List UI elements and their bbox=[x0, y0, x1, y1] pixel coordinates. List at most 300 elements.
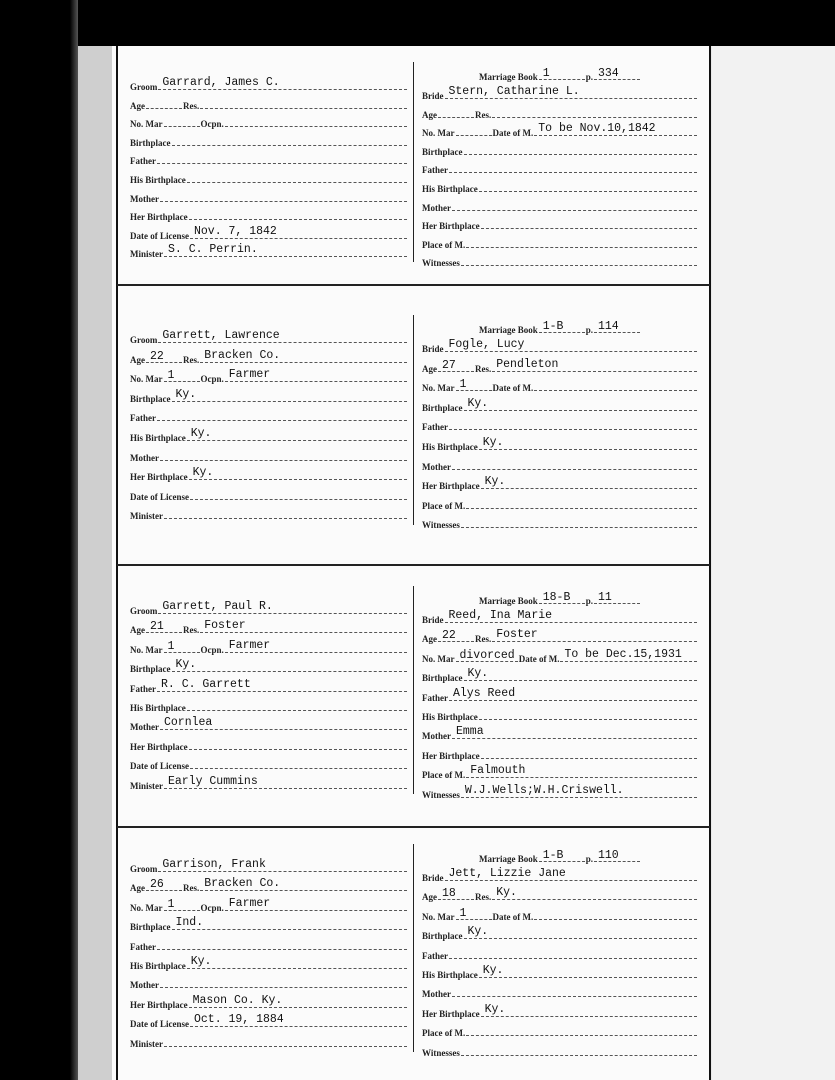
groom-age bbox=[146, 96, 182, 109]
field-label: Age bbox=[130, 355, 145, 365]
record-separator bbox=[117, 826, 710, 828]
bride-mother-birthplace: Ky. bbox=[481, 1003, 697, 1017]
form-row bbox=[422, 197, 698, 213]
column-divider bbox=[413, 844, 414, 1052]
field-label: Birthplace bbox=[422, 931, 463, 941]
field-label: Age bbox=[422, 634, 437, 644]
minister: S. C. Perrin. bbox=[164, 243, 407, 257]
groom-number-of-marriages: 1 bbox=[164, 640, 200, 653]
groom-number-of-marriages: 1 bbox=[164, 369, 200, 382]
field-label: Res. bbox=[475, 364, 492, 374]
groom-birthplace: Ky. bbox=[172, 658, 408, 672]
field-label: His Birthplace bbox=[422, 970, 478, 980]
bride-age: 27 bbox=[438, 359, 474, 372]
form-row bbox=[130, 755, 408, 771]
form-row bbox=[422, 104, 698, 120]
field-label: Place of M. bbox=[422, 501, 466, 511]
form-row bbox=[422, 234, 698, 250]
field-label: Date of License bbox=[130, 231, 189, 241]
bride-father-birthplace bbox=[479, 706, 697, 720]
bride-father-birthplace: Ky. bbox=[479, 964, 697, 978]
column-divider bbox=[413, 62, 414, 262]
column-divider bbox=[413, 315, 414, 525]
witnesses bbox=[461, 1042, 697, 1056]
record-separator bbox=[117, 564, 710, 566]
field-label: Mother bbox=[130, 722, 159, 732]
groom-mother-birthplace bbox=[189, 206, 407, 220]
field-label: No. Mar bbox=[130, 119, 163, 129]
bride-name: Reed, Ina Marie bbox=[445, 609, 698, 623]
date-of-license bbox=[190, 486, 407, 500]
bride-father-birthplace bbox=[479, 178, 697, 192]
groom-birthplace: Ind. bbox=[172, 916, 408, 930]
bride-age: 18 bbox=[438, 887, 474, 900]
field-label: p. bbox=[585, 72, 593, 82]
field-label: Date of License bbox=[130, 492, 189, 502]
marriage-book: 18-B bbox=[539, 591, 585, 604]
groom-occupation bbox=[225, 113, 407, 127]
field-label: Minister bbox=[130, 511, 163, 521]
field-label: Ocpn. bbox=[200, 645, 224, 655]
bride-mother bbox=[452, 197, 697, 211]
groom-mother-birthplace bbox=[189, 736, 407, 750]
field-label: Age bbox=[422, 110, 437, 120]
groom-father bbox=[157, 936, 407, 950]
bride-mother-birthplace: Ky. bbox=[481, 475, 697, 489]
bride-birthplace bbox=[464, 141, 698, 155]
date-of-marriage: To be Nov.10,1842 bbox=[534, 122, 697, 136]
form-row bbox=[130, 1013, 408, 1029]
field-label: Her Birthplace bbox=[422, 1009, 480, 1019]
bride-father-birthplace: Ky. bbox=[479, 436, 697, 450]
form-row bbox=[130, 95, 408, 111]
groom-occupation: Farmer bbox=[225, 368, 407, 382]
form-row bbox=[130, 658, 408, 674]
field-label: No. Mar bbox=[130, 645, 163, 655]
form-row bbox=[422, 945, 698, 961]
form-row bbox=[422, 687, 698, 703]
form-row bbox=[130, 113, 408, 129]
form-row bbox=[422, 964, 698, 980]
field-label: Groom bbox=[130, 82, 158, 92]
field-label: His Birthplace bbox=[130, 961, 186, 971]
form-row bbox=[422, 648, 698, 664]
form-row bbox=[130, 206, 408, 222]
field-label: Father bbox=[130, 942, 156, 952]
groom-birthplace bbox=[172, 132, 408, 146]
field-label: Witnesses bbox=[422, 1048, 460, 1058]
field-label: No. Mar bbox=[422, 383, 455, 393]
place-of-marriage bbox=[466, 234, 697, 248]
form-row bbox=[422, 66, 698, 82]
bride-name: Stern, Catharine L. bbox=[445, 85, 698, 99]
form-row bbox=[130, 225, 408, 241]
form-row bbox=[422, 1022, 698, 1038]
form-row bbox=[422, 925, 698, 941]
form-row bbox=[422, 338, 698, 354]
field-label: Ocpn. bbox=[200, 374, 224, 384]
field-label: Age bbox=[130, 625, 145, 635]
bride-father bbox=[449, 159, 697, 173]
field-label: Bride bbox=[422, 344, 444, 354]
groom-number-of-marriages bbox=[164, 114, 200, 127]
field-label: Father bbox=[422, 422, 448, 432]
form-row bbox=[130, 427, 408, 443]
field-label: Date of M. bbox=[518, 654, 560, 664]
place-of-marriage: Falmouth bbox=[466, 764, 697, 778]
form-row bbox=[130, 486, 408, 502]
bride-residence: Ky. bbox=[492, 886, 697, 900]
form-row bbox=[130, 329, 408, 345]
groom-name: Garrard, James C. bbox=[158, 76, 407, 90]
marriage-book: 1 bbox=[539, 67, 585, 80]
field-label: Witnesses bbox=[422, 258, 460, 268]
groom-birthplace: Ky. bbox=[172, 388, 408, 402]
form-row bbox=[422, 848, 698, 864]
bride-birthplace: Ky. bbox=[464, 667, 698, 681]
bride-father bbox=[449, 945, 697, 959]
groom-age: 21 bbox=[146, 620, 182, 633]
groom-residence: Bracken Co. bbox=[200, 877, 407, 891]
form-row bbox=[130, 243, 408, 259]
marriage-book-page: 110 bbox=[594, 849, 640, 862]
bride-name: Jett, Lizzie Jane bbox=[445, 867, 698, 881]
witnesses bbox=[461, 514, 697, 528]
field-label: Res. bbox=[475, 110, 492, 120]
form-row bbox=[422, 215, 698, 231]
field-label: Birthplace bbox=[422, 147, 463, 157]
bride-age: 22 bbox=[438, 629, 474, 642]
groom-mother-birthplace: Ky. bbox=[189, 466, 407, 480]
field-label: Father bbox=[422, 165, 448, 175]
bride-mother-birthplace bbox=[481, 745, 697, 759]
field-label: His Birthplace bbox=[130, 175, 186, 185]
scan-top-border bbox=[0, 0, 835, 46]
field-label: Mother bbox=[422, 989, 451, 999]
field-label: Marriage Book bbox=[478, 325, 538, 335]
field-label: Place of M. bbox=[422, 240, 466, 250]
marriage-book: 1-B bbox=[539, 320, 585, 333]
minister bbox=[164, 505, 407, 519]
form-row bbox=[130, 132, 408, 148]
field-label: Her Birthplace bbox=[422, 221, 480, 231]
place-of-marriage bbox=[466, 1022, 697, 1036]
field-label: Res. bbox=[183, 355, 200, 365]
date-of-marriage bbox=[534, 906, 697, 920]
field-label: Mother bbox=[422, 462, 451, 472]
bride-number-of-marriages: 1 bbox=[456, 907, 492, 920]
groom-father-birthplace bbox=[187, 697, 407, 711]
bride-father: Alys Reed bbox=[449, 687, 697, 701]
form-row bbox=[130, 368, 408, 384]
groom-name: Garrett, Lawrence bbox=[158, 329, 407, 343]
bride-birthplace: Ky. bbox=[464, 925, 698, 939]
field-label: Father bbox=[422, 951, 448, 961]
field-label: No. Mar bbox=[130, 374, 163, 384]
form-row bbox=[422, 886, 698, 902]
field-label: Birthplace bbox=[422, 673, 463, 683]
field-label: Date of License bbox=[130, 761, 189, 771]
field-label: Father bbox=[130, 684, 156, 694]
field-label: Res. bbox=[183, 883, 200, 893]
form-row bbox=[422, 178, 698, 194]
field-label: No. Mar bbox=[422, 654, 455, 664]
form-row bbox=[422, 514, 698, 530]
form-row bbox=[422, 319, 698, 335]
form-row bbox=[422, 906, 698, 922]
form-row bbox=[130, 388, 408, 404]
form-row bbox=[422, 764, 698, 780]
form-row bbox=[130, 736, 408, 752]
form-row bbox=[422, 725, 698, 741]
form-row bbox=[422, 745, 698, 761]
groom-father-birthplace bbox=[187, 169, 407, 183]
field-label: Mother bbox=[422, 731, 451, 741]
field-label: Mother bbox=[130, 453, 159, 463]
date-of-license: Oct. 19, 1884 bbox=[190, 1013, 407, 1027]
field-label: p. bbox=[585, 596, 593, 606]
field-label: Date of License bbox=[130, 1019, 189, 1029]
field-label: Marriage Book bbox=[478, 854, 538, 864]
field-label: p. bbox=[585, 325, 593, 335]
field-label: No. Mar bbox=[422, 128, 455, 138]
marriage-book-page: 11 bbox=[594, 591, 640, 604]
bride-number-of-marriages: divorced bbox=[456, 649, 518, 662]
marriage-book-page: 114 bbox=[594, 320, 640, 333]
form-row bbox=[422, 706, 698, 722]
field-label: Place of M. bbox=[422, 1028, 466, 1038]
field-label: Minister bbox=[130, 249, 163, 259]
form-row bbox=[422, 1042, 698, 1058]
bride-residence bbox=[492, 104, 697, 118]
page-left-border bbox=[116, 46, 118, 1080]
field-label: Age bbox=[130, 883, 145, 893]
date-of-marriage: To be Dec.15,1931 bbox=[560, 648, 697, 662]
groom-mother bbox=[160, 974, 407, 988]
bride-name: Fogle, Lucy bbox=[445, 338, 698, 352]
groom-residence bbox=[200, 95, 407, 109]
field-label: His Birthplace bbox=[130, 703, 186, 713]
groom-mother bbox=[160, 188, 407, 202]
field-label: No. Mar bbox=[422, 912, 455, 922]
form-row bbox=[422, 436, 698, 452]
form-row bbox=[422, 252, 698, 268]
field-label: Father bbox=[130, 156, 156, 166]
field-label: Marriage Book bbox=[478, 596, 538, 606]
form-row bbox=[130, 188, 408, 204]
field-label: Minister bbox=[130, 781, 163, 791]
field-label: Father bbox=[422, 693, 448, 703]
field-label: Father bbox=[130, 413, 156, 423]
form-row bbox=[422, 416, 698, 432]
groom-age: 26 bbox=[146, 878, 182, 891]
form-row bbox=[130, 150, 408, 166]
date-of-license bbox=[190, 755, 407, 769]
form-row bbox=[130, 716, 408, 732]
form-row bbox=[422, 475, 698, 491]
form-row bbox=[130, 169, 408, 185]
form-row bbox=[422, 628, 698, 644]
groom-name: Garrison, Frank bbox=[158, 858, 407, 872]
groom-mother: Cornlea bbox=[160, 716, 407, 730]
groom-residence: Foster bbox=[200, 619, 407, 633]
form-row bbox=[422, 983, 698, 999]
form-row bbox=[422, 456, 698, 472]
field-label: Res. bbox=[183, 101, 200, 111]
form-row bbox=[422, 141, 698, 157]
field-label: Her Birthplace bbox=[130, 1000, 188, 1010]
field-label: Res. bbox=[475, 892, 492, 902]
field-label: Birthplace bbox=[422, 403, 463, 413]
form-row bbox=[130, 619, 408, 635]
field-label: Her Birthplace bbox=[422, 751, 480, 761]
form-row bbox=[422, 590, 698, 606]
field-label: Birthplace bbox=[130, 394, 171, 404]
bride-number-of-marriages: 1 bbox=[456, 378, 492, 391]
field-label: Groom bbox=[130, 606, 158, 616]
field-label: Her Birthplace bbox=[130, 472, 188, 482]
field-label: Her Birthplace bbox=[130, 742, 188, 752]
form-row bbox=[130, 775, 408, 791]
form-row bbox=[422, 358, 698, 374]
field-label: Date of M. bbox=[492, 912, 534, 922]
field-label: No. Mar bbox=[130, 903, 163, 913]
field-label: Birthplace bbox=[130, 138, 171, 148]
page-right-border bbox=[709, 46, 711, 1080]
field-label: His Birthplace bbox=[422, 442, 478, 452]
groom-mother-birthplace: Mason Co. Ky. bbox=[189, 994, 407, 1008]
field-label: Mother bbox=[422, 203, 451, 213]
groom-father-birthplace: Ky. bbox=[187, 427, 407, 441]
field-label: Date of M. bbox=[492, 128, 534, 138]
field-label: Res. bbox=[183, 625, 200, 635]
field-label: Witnesses bbox=[422, 790, 460, 800]
form-row bbox=[130, 1033, 408, 1049]
field-label: Groom bbox=[130, 335, 158, 345]
witnesses: W.J.Wells;W.H.Criswell. bbox=[461, 784, 697, 798]
scan-right-margin bbox=[712, 46, 835, 1080]
groom-father bbox=[157, 150, 407, 164]
field-label: Mother bbox=[130, 194, 159, 204]
field-label: Birthplace bbox=[130, 664, 171, 674]
form-row bbox=[130, 407, 408, 423]
form-row bbox=[130, 877, 408, 893]
form-row bbox=[130, 505, 408, 521]
field-label: Ocpn. bbox=[200, 119, 224, 129]
form-row bbox=[422, 159, 698, 175]
groom-number-of-marriages: 1 bbox=[164, 898, 200, 911]
field-label: Bride bbox=[422, 615, 444, 625]
form-row bbox=[130, 639, 408, 655]
form-row bbox=[130, 936, 408, 952]
field-label: Bride bbox=[422, 873, 444, 883]
field-label: Age bbox=[422, 892, 437, 902]
bride-residence: Pendleton bbox=[492, 358, 697, 372]
place-of-marriage bbox=[466, 495, 697, 509]
marriage-book: 1-B bbox=[539, 849, 585, 862]
field-label: Ocpn. bbox=[200, 903, 224, 913]
date-of-marriage bbox=[534, 377, 697, 391]
form-row bbox=[422, 867, 698, 883]
bride-mother: Emma bbox=[452, 725, 697, 739]
form-row bbox=[130, 955, 408, 971]
scan-left-border bbox=[0, 0, 78, 1080]
bride-father bbox=[449, 416, 697, 430]
field-label: Age bbox=[130, 101, 145, 111]
groom-mother bbox=[160, 447, 407, 461]
minister bbox=[164, 1033, 407, 1047]
groom-name: Garrett, Paul R. bbox=[158, 600, 407, 614]
groom-father: R. C. Garrett bbox=[157, 678, 407, 692]
form-row bbox=[422, 609, 698, 625]
form-row bbox=[130, 974, 408, 990]
marriage-book-page: 334 bbox=[594, 67, 640, 80]
form-row bbox=[422, 1003, 698, 1019]
form-row bbox=[130, 447, 408, 463]
groom-father-birthplace: Ky. bbox=[187, 955, 407, 969]
bride-birthplace: Ky. bbox=[464, 397, 698, 411]
field-label: Witnesses bbox=[422, 520, 460, 530]
field-label: Her Birthplace bbox=[422, 481, 480, 491]
form-row bbox=[422, 667, 698, 683]
field-label: His Birthplace bbox=[422, 184, 478, 194]
bride-age bbox=[438, 105, 474, 118]
field-label: Mother bbox=[130, 980, 159, 990]
field-label: Her Birthplace bbox=[130, 212, 188, 222]
form-row bbox=[422, 495, 698, 511]
form-row bbox=[130, 600, 408, 616]
form-row bbox=[130, 916, 408, 932]
groom-father bbox=[157, 407, 407, 421]
field-label: Marriage Book bbox=[478, 72, 538, 82]
bride-mother-birthplace bbox=[481, 215, 697, 229]
form-row bbox=[422, 784, 698, 800]
form-row bbox=[130, 76, 408, 92]
bride-mother bbox=[452, 983, 697, 997]
form-row bbox=[130, 678, 408, 694]
field-label: His Birthplace bbox=[130, 433, 186, 443]
form-row bbox=[130, 697, 408, 713]
field-label: Bride bbox=[422, 91, 444, 101]
field-label: Birthplace bbox=[130, 922, 171, 932]
field-label: Place of M. bbox=[422, 770, 466, 780]
bride-number-of-marriages bbox=[456, 123, 492, 136]
scan-left-margin bbox=[78, 46, 112, 1080]
field-label: Date of M. bbox=[492, 383, 534, 393]
field-label: Minister bbox=[130, 1039, 163, 1049]
minister: Early Cummins bbox=[164, 775, 407, 789]
form-row bbox=[130, 466, 408, 482]
groom-residence: Bracken Co. bbox=[200, 349, 407, 363]
field-label: Res. bbox=[475, 634, 492, 644]
bride-residence: Foster bbox=[492, 628, 697, 642]
field-label: Groom bbox=[130, 864, 158, 874]
witnesses bbox=[461, 252, 697, 266]
form-row bbox=[422, 397, 698, 413]
bride-mother bbox=[452, 456, 697, 470]
field-label: Age bbox=[422, 364, 437, 374]
form-row bbox=[130, 349, 408, 365]
column-divider bbox=[413, 586, 414, 794]
form-row bbox=[422, 377, 698, 393]
field-label: His Birthplace bbox=[422, 712, 478, 722]
groom-age: 22 bbox=[146, 350, 182, 363]
date-of-license: Nov. 7, 1842 bbox=[190, 225, 407, 239]
form-row bbox=[422, 85, 698, 101]
form-row bbox=[422, 122, 698, 138]
groom-occupation: Farmer bbox=[225, 897, 407, 911]
field-label: p. bbox=[585, 854, 593, 864]
